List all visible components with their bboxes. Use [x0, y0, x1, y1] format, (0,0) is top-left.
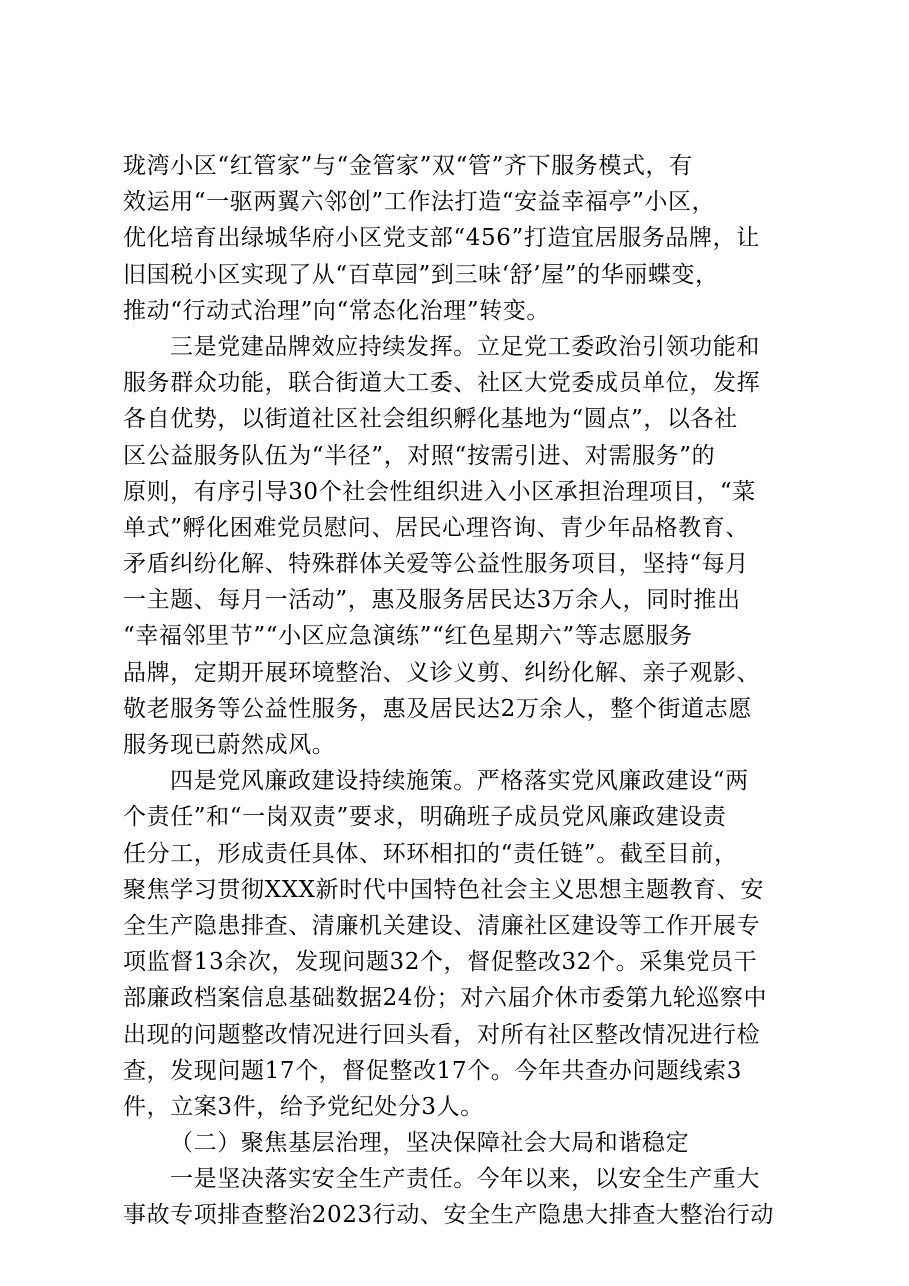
text-line: “幸福邻里节”“小区应急演练”“红色星期六”等志愿服务 — [123, 623, 693, 650]
text-line: 一是坚决落实安全生产责任。今年以来，以安全生产重大 — [170, 1166, 760, 1193]
text-line: 个责任”和“一岗双责”要求，明确班子成员党风廉政建设责 — [123, 804, 727, 831]
text-line: 部廉政档案信息基础数据24份；对六届介休市委第九轮巡察中 — [123, 985, 768, 1012]
document-body — [123, 148, 803, 1234]
text-line: 各自优势，以街道社区社会组织孵化基地为“圆点”，以各社 — [123, 406, 738, 433]
text-line: 全生产隐患排查、清廉机关建设、清廉社区建设等工作开展专 — [123, 912, 761, 939]
text-line: 事故专项排查整治2023行动、安全生产隐患大排查大整治行动 — [123, 1202, 774, 1229]
text-line: 优化培育出绿城华府小区党支部“456”打造宜居服务品牌，让 — [123, 225, 760, 252]
text-line: 敬老服务等公益性服务，惠及居民达2万余人，整个街道志愿 — [123, 695, 752, 722]
text-line: 珑湾小区“红管家”与“金管家”双“管”齐下服务模式，有 — [123, 153, 693, 179]
text-line: （二）聚焦基层治理，坚决保障社会大局和谐稳定 — [170, 1130, 690, 1157]
text-line: 任分工，形成责任具体、环环相扣的“责任链”。截至目前， — [123, 840, 738, 867]
text-line: 聚焦学习贯彻XXX新时代中国特色社会主义思想主题教育、安 — [123, 876, 764, 903]
text-line: 矛盾纠纷化解、特殊群体关爱等公益性服务项目，坚持“每月 — [123, 551, 749, 578]
text-line: 原则，有序引导30个社会性组织进入小区承担治理项目，“菜 — [123, 478, 756, 505]
text-line: 服务现已蔚然成风。 — [123, 732, 336, 758]
text-line: 区公益服务队伍为“半径”，对照“按需引进、对需服务”的 — [123, 442, 716, 469]
text-line: 项监督13余次，发现问题32个，督促整改32个。采集党员干 — [123, 949, 758, 976]
text-line: 旧国税小区实现了从“百草园”到三味‘舒’屋”的华丽蝶变， — [123, 261, 719, 288]
text-line: 件，立案3件，给予党纪处分3人。 — [123, 1093, 484, 1120]
text-line: 服务群众功能，联合街道大工委、社区大党委成员单位，发挥 — [123, 370, 761, 397]
text-line: 效运用“一驱两翼六邻创”工作法打造“安益幸福亭”小区， — [123, 189, 716, 216]
text-line: 单式”孵化困难党员慰问、居民心理咨询、青少年品格教育、 — [123, 514, 749, 541]
text-line: 品牌，定期开展环境整治、义诊义剪、纠纷化解、亲子观影、 — [123, 659, 761, 686]
text-line: 推动“行动式治理”向“常态化治理”转变。 — [123, 297, 551, 324]
text-line: 一主题、每月一活动”，惠及服务居民达3万余人，同时推出 — [123, 587, 741, 614]
text-line: 三是党建品牌效应持续发挥。立足党工委政治引领功能和 — [170, 333, 760, 360]
text-line: 出现的问题整改情况进行回头看，对所有社区整改情况进行检 — [123, 1021, 761, 1048]
text-line: 四是党风廉政建设持续施策。严格落实党风廉政建设“两 — [170, 768, 749, 795]
text-line: 查，发现问题17个，督促整改17个。今年共查办问题线索3 — [123, 1057, 742, 1084]
